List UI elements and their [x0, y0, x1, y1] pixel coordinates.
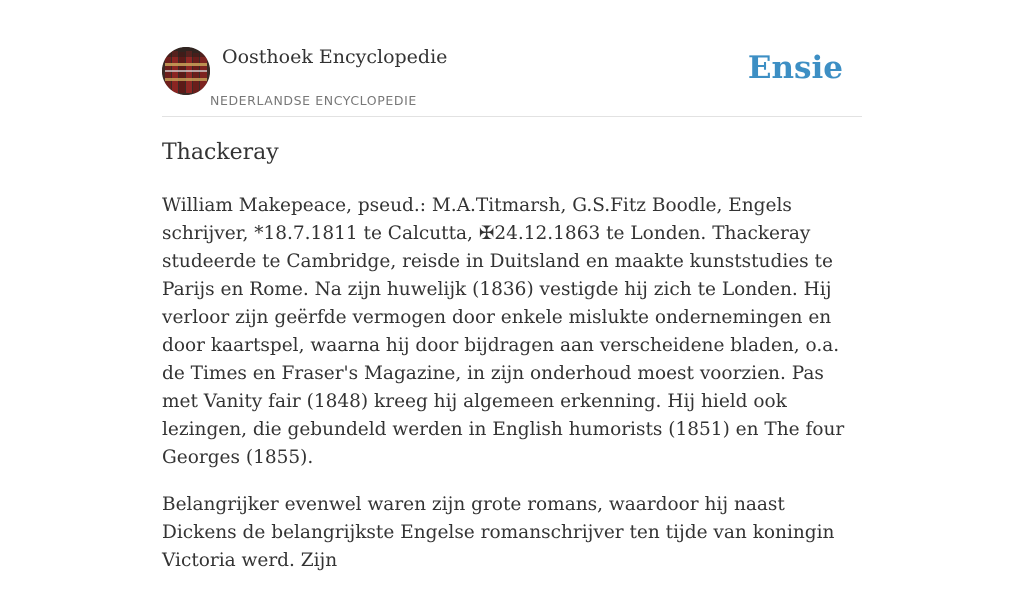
article-body — [162, 192, 862, 594]
books-logo-graphic — [162, 47, 210, 95]
article-paragraph-2: Belangrijker evenwel waren zijn grote romans, waardoor hij naast Dickens de belangrijkste Engelse romanschrijver ten tijde van koningin Victoria werd. Zijn — [162, 494, 835, 571]
site-header — [162, 0, 862, 117]
site-subtitle: NEDERLANDSE ENCYCLOPEDIE — [210, 93, 417, 108]
article-paragraph-1: William Makepeace, pseud.: M.A.Titmarsh, G.S.Fitz Boodle, Engels schrijver, *18.7.1811 te Calcutta, ✠24.12.1863 te Londen. Thackeray studeerde te Cambridge, reisde in Duitsland en maakte kunststudies te Parijs en Rome. Na zijn huwelijk (1836) vestigde hij zich te Londen. Hij verloor zijn geërfde vermogen door enkele mislukte ondernemingen en door kaartspel, waarna hij door bijdragen aan verscheidene bladen, o.a. de Times en Fraser's Magazine, in zijn onderhoud moest voorzien. Pas met Vanity fair (1848) kreeg hij algemeen erkenning. Hij hield ook lezingen, die gebundeld werden in English humorists (1851) en The four Georges (1855). — [162, 195, 845, 468]
site-title-link[interactable]: Oosthoek Encyclopedie — [222, 46, 448, 68]
ensie-brand-link[interactable]: Ensie — [747, 50, 843, 86]
page — [162, 0, 862, 571]
article-title: Thackeray — [162, 140, 279, 165]
site-logo-icon[interactable] — [162, 47, 210, 95]
